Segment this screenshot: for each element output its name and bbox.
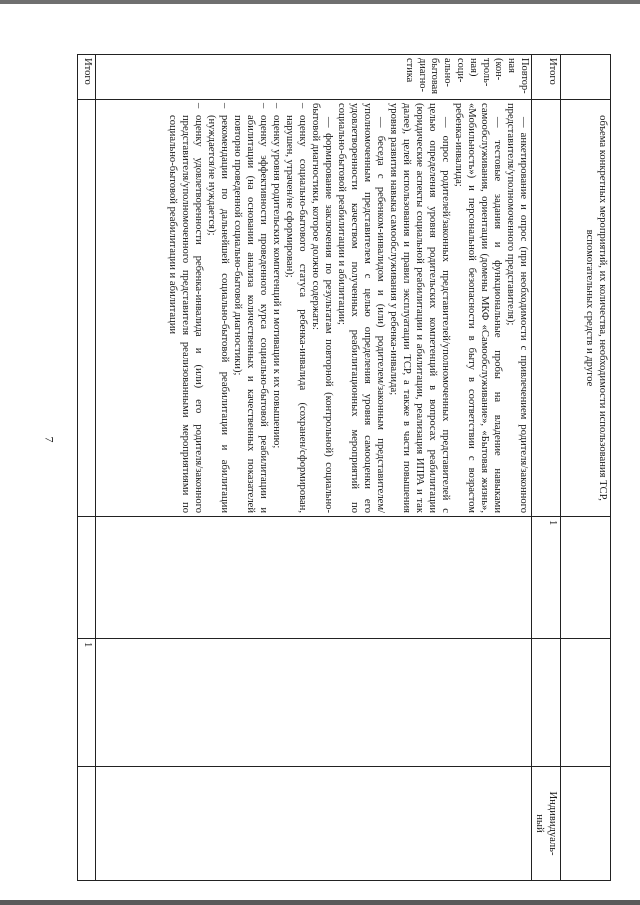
list-item (231, 103, 270, 513)
scan-top-edge (0, 0, 640, 4)
paragraph: — формирование заключения по результатам повторной (контрольной) социально-бытовой диагностики, которое должно содержать: (310, 103, 334, 513)
paragraph: — опрос родителей/законных представителей/уполномоченных представителей с целью определения уровня родительских компетенций в вопросах реабилитации (юридические аспекты социальной реабилитации и абилитации, реализация ИПРА и так далее), целей использования и правил эксплуатации ТСР, а также в части повышения уровня развития навыка самообслуживания у ребенка-инвалида; (388, 103, 451, 513)
dash-icon: – (193, 103, 204, 109)
blank-cell (96, 517, 532, 639)
blank-cell (561, 639, 611, 767)
header-text: объема конкретных мероприятий, их количества, необходимости использования ТСР, вспомогательных средств и другое (561, 100, 611, 517)
list-item-text: оценку уровня родительских компетенций и мотивации к их повышению; (271, 115, 282, 449)
dash-icon: – (271, 103, 282, 109)
table-row-diagnostics (96, 55, 532, 881)
scan-bottom-edge (0, 900, 640, 905)
total-label: Итого (532, 55, 561, 100)
blank-cell (532, 100, 561, 517)
service-type: Индивидуаль- ный (532, 767, 561, 881)
blank-cell (96, 767, 532, 881)
paragraph: — анкетирование и опрос (при необходимости с привлечением родителя/законного представителя/уполномоченного представителя); (505, 103, 529, 513)
description-cell (96, 100, 532, 517)
list-item-text: оценку эффективности проведенного курса социально-бытовой реабилитации и абилитации (на основании анализа количественных и качественных показателей повторно проведенной социально-бытовой диагностики); (232, 115, 269, 513)
blank-cell (561, 55, 611, 100)
service-table (77, 54, 611, 881)
blank-cell (561, 517, 611, 639)
blank-cell (78, 517, 96, 639)
total-label: Итого (78, 55, 96, 100)
rotated-page-content (77, 54, 611, 856)
list-item (166, 103, 205, 513)
list-item-text: оценку удовлетворенности ребенка-инвалида и (или) его родителя/законного представителя/уполномоченного представителя реализованными мероприятиями по социально-бытовой реабилитации и абилитации (167, 115, 204, 513)
table-header-row (561, 55, 611, 881)
list-item (205, 103, 231, 513)
row-label: Повтор- ная (кон- троль- ная) соци- ально- бытовая диагно- стика (96, 55, 532, 100)
list-item-text: оценку социально-бытового статуса ребенка-инвалида (сохранен/сформирован, нарушен, утрачен/не сформирован); (284, 115, 308, 513)
count-mark: 1 (78, 639, 96, 767)
dash-icon: – (258, 103, 269, 109)
blank-cell (78, 100, 96, 517)
page-number: 7 (42, 436, 57, 443)
count-mark: 1 (532, 517, 561, 639)
list-item-text: рекомендации по дальнейшей социально-бытовой реабилитации и абилитации (нуждается/не нуждается); (206, 115, 230, 513)
table-row-total-2 (78, 55, 96, 881)
list-item (283, 103, 309, 513)
dash-icon: – (297, 103, 308, 109)
table-row-total-1 (532, 55, 561, 881)
blank-cell (78, 767, 96, 881)
paragraph: — тестовые задания и функциональные пробы на владение навыками самообслуживания, ориентации (домены МКФ «Самообслуживание», «Бытовая жизнь», «Мобильность») и персональной безопасности в быту в соответствии с возрастом ребенка-инвалида; (453, 103, 503, 513)
blank-cell (532, 639, 561, 767)
dash-icon: – (219, 103, 230, 109)
blank-cell (561, 767, 611, 881)
list-item (270, 103, 283, 513)
blank-cell (96, 639, 532, 767)
paragraph: — беседа с ребенком-инвалидом и (или) родителем/законным представителем/уполномоченным представителем с целью определения уровня самооценки его удовлетворенности качеством полученных реабилитационных мероприятий по социально-бытовой реабилитации и абилитации; (336, 103, 386, 513)
